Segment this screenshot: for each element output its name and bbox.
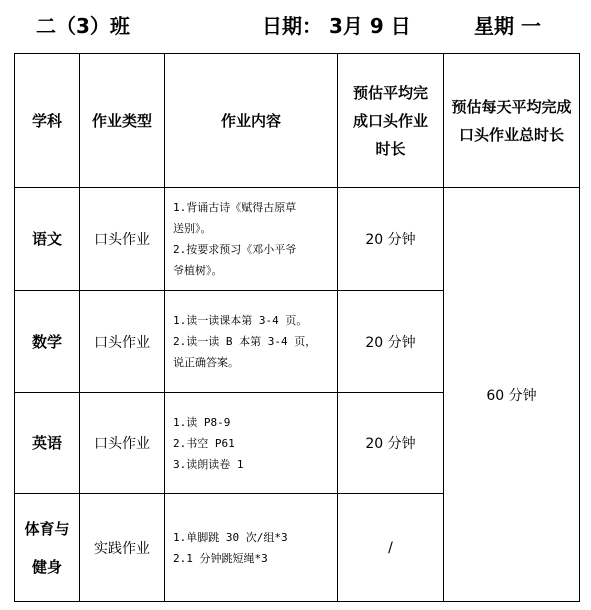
subject-line: 健身 bbox=[31, 557, 62, 576]
content-cell bbox=[165, 188, 338, 291]
table-row bbox=[15, 188, 580, 291]
col-header-type: 作业类型 bbox=[80, 54, 165, 188]
content-line: 2.读一读 B 本第 3-4 页， bbox=[173, 335, 317, 348]
col-header-total-line: 预估每天平均完成 bbox=[451, 97, 572, 116]
homework-table bbox=[14, 53, 580, 602]
content-line: 2.按要求预习《邓小平爷 bbox=[173, 243, 297, 256]
type-cell: 口头作业 bbox=[80, 393, 165, 494]
content-line: 1.读一读课本第 3-4 页。 bbox=[173, 314, 308, 327]
type-cell: 口头作业 bbox=[80, 188, 165, 291]
content-line: 3.读朗读卷 1 bbox=[173, 457, 244, 471]
col-header-estimate-line: 预估平均完 bbox=[352, 83, 428, 102]
col-header-total-line: 口头作业总时长 bbox=[458, 125, 564, 144]
type-cell: 实践作业 bbox=[80, 494, 165, 602]
content-line: 说正确答案。 bbox=[173, 356, 239, 369]
col-header-content: 作业内容 bbox=[165, 54, 338, 188]
subject-line: 英语 bbox=[31, 434, 62, 452]
content-line: 2.1 分钟跳短绳*3 bbox=[173, 551, 268, 565]
subject-cell bbox=[15, 188, 80, 291]
content-cell bbox=[165, 291, 338, 393]
type-cell: 口头作业 bbox=[80, 291, 165, 393]
col-header-estimate-line: 时长 bbox=[375, 139, 406, 158]
page-header bbox=[0, 6, 591, 40]
content-cell bbox=[165, 393, 338, 494]
date-label: 日期： 3月 9 日 bbox=[262, 14, 411, 38]
subject-line: 语文 bbox=[31, 230, 62, 248]
content-line: 爷植树》。 bbox=[173, 264, 223, 277]
content-line: 1.背诵古诗《赋得古原草 bbox=[173, 201, 297, 214]
content-line: 2.书空 P61 bbox=[173, 436, 235, 450]
weekday-label: 星期 一 bbox=[474, 14, 541, 38]
subject-line: 数学 bbox=[31, 332, 62, 351]
subject-cell bbox=[15, 393, 80, 494]
duration-cell: 20 分钟 bbox=[338, 291, 444, 393]
content-cell bbox=[165, 494, 338, 602]
total-duration-cell: 60 分钟 bbox=[444, 188, 580, 602]
col-header-total bbox=[444, 54, 580, 188]
col-header-estimate bbox=[338, 54, 444, 188]
duration-cell: 20 分钟 bbox=[338, 188, 444, 291]
col-header-estimate-line: 成口头作业 bbox=[352, 111, 428, 130]
content-line: 1.单脚跳 30 次/组*3 bbox=[173, 530, 288, 544]
table-header-row bbox=[15, 54, 580, 188]
subject-line: 体育与 bbox=[24, 519, 70, 538]
col-header-subject: 学科 bbox=[15, 54, 80, 188]
class-label: 二（3）班 bbox=[36, 14, 130, 38]
duration-cell: 20 分钟 bbox=[338, 393, 444, 494]
subject-cell bbox=[15, 291, 80, 393]
content-line: 1.读 P8-9 bbox=[173, 415, 231, 429]
duration-cell: / bbox=[338, 494, 444, 602]
subject-cell bbox=[15, 494, 80, 602]
content-line: 送别》。 bbox=[173, 222, 212, 235]
